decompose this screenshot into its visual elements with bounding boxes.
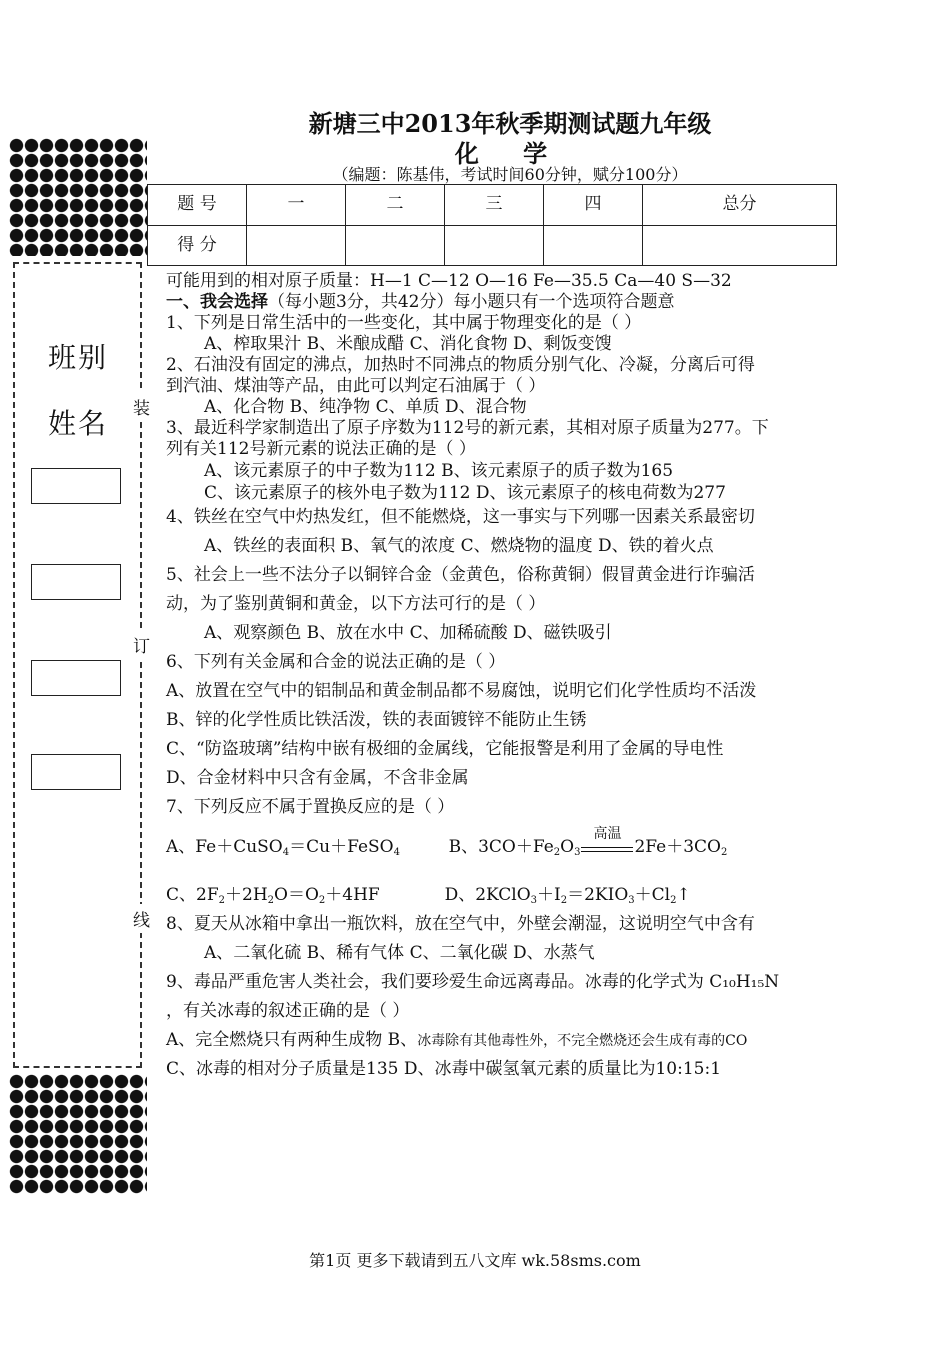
- score-input-cell[interactable]: [247, 225, 346, 266]
- score-table-header-row: [148, 185, 837, 226]
- question-3-options-cd: C、该元素原子的核外电子数为112 D、该元素原子的核电荷数为277: [204, 483, 726, 503]
- question-9-option-b: 冰毒除有其他毒性外，不完全燃烧还会生成有毒的CO: [417, 1033, 748, 1049]
- question-5-line-2: 动，为了鉴别黄铜和黄金，以下方法可行的是（ ）: [166, 594, 546, 614]
- atomic-masses: 可能用到的相对原子质量：H—1 C—12 O—16 Fe—35.5 Ca—40 S—32: [166, 271, 732, 291]
- question-2-line-1: 2、石油没有固定的沸点，加热时不同沸点的物质分别气化、冷凝，分离后可得: [166, 355, 755, 375]
- question-1-options: A、榨取果汁 B、米酿成醋 C、消化食物 D、剩饭变馊: [204, 334, 612, 354]
- question-3-line-1: 3、最近科学家制造出了原子序数为112号的新元素，其相对原子质量为277。下: [166, 418, 769, 438]
- section-1-note: （每小题3分，共42分）每小题只有一个选项符合题意: [268, 292, 675, 312]
- score-cell: 得 分: [148, 225, 247, 266]
- question-9-line-2: ，有关冰毒的叙述正确的是（ ）: [166, 1001, 410, 1021]
- name-label: 姓名: [48, 407, 109, 440]
- class-label: 班别: [48, 341, 109, 374]
- page-footer: 第1页 更多下载请到五八文库 wk.58sms.com: [309, 1251, 641, 1270]
- score-input-cell[interactable]: [643, 225, 837, 266]
- name-input-box[interactable]: [31, 564, 121, 600]
- question-8-options: A、二氧化硫 B、稀有气体 C、二氧化碳 D、水蒸气: [204, 943, 595, 963]
- seat-input-box[interactable]: [31, 754, 121, 790]
- score-cell: 三: [445, 185, 544, 226]
- question-6-option-c: C、“防盗玻璃”结构中嵌有极细的金属线，它能报警是利用了金属的导电性: [166, 739, 724, 759]
- question-6-option-d: D、合金材料中只含有金属，不含非金属: [166, 768, 469, 788]
- score-cell: 总分: [643, 185, 837, 226]
- author-line: （编题：陈基伟，考试时间60分钟，赋分100分）: [332, 165, 688, 184]
- question-5-options: A、观察颜色 B、放在水中 C、加稀硫酸 D、磁铁吸引: [204, 623, 612, 643]
- score-cell: 题 号: [148, 185, 247, 226]
- bottom-dot-pattern: [9, 1074, 147, 1194]
- question-6-option-a: A、放置在空气中的铝制品和黄金制品都不易腐蚀，说明它们化学性质均不活泼: [166, 681, 757, 701]
- score-table: [147, 184, 837, 266]
- reaction-condition-label: 高温: [593, 826, 622, 842]
- reaction-condition: [581, 826, 633, 852]
- subject-title: 化 学: [454, 139, 566, 168]
- question-8: 8、夏天从冰箱中拿出一瓶饮料，放在空气中，外壁会潮湿，这说明空气中含有: [166, 914, 755, 934]
- question-4-options: A、铁丝的表面积 B、氧气的浓度 C、燃烧物的温度 D、铁的着火点: [204, 536, 714, 556]
- binding-mark-1: 装: [133, 392, 150, 421]
- question-9-options-ab: [166, 1025, 747, 1050]
- score-input-cell[interactable]: [346, 225, 445, 266]
- question-7-options-cd: C、$2F_2+2H_2O=O_2+4HF$ D、$2KClO_3+I_2=2KIO_3+Cl_2↑$: [166, 885, 691, 906]
- question-3-line-2: 列有关112号新元素的说法正确的是（ ）: [166, 439, 476, 459]
- question-7-options-ab: A、Fe＋CuSO$_4$＝Cu＋FeSO$_4$ B、$3CO+Fe_2O_3$ 高温 $2Fe+3CO_2$: [166, 832, 727, 857]
- score-cell: 二: [346, 185, 445, 226]
- question-3-options-ab: A、该元素原子的中子数为112 B、该元素原子的质子数为165: [204, 461, 674, 481]
- question-6-option-b: B、锌的化学性质比铁活泼，铁的表面镀锌不能防止生锈: [166, 710, 587, 730]
- question-5-line-1: 5、社会上一些不法分子以铜锌合金（金黄色，俗称黄铜）假冒黄金进行诈骗活: [166, 565, 755, 585]
- question-9-line-1: 9、毒品严重危害人类社会，我们要珍爱生命远离毒品。冰毒的化学式为 C₁₀H₁₅N: [166, 972, 780, 992]
- question-1: 1、下列是日常生活中的一些变化，其中属于物理变化的是（ ）: [166, 313, 642, 333]
- question-2-line-2: 到汽油、煤油等产品，由此可以判定石油属于（ ）: [166, 376, 546, 396]
- question-6: 6、下列有关金属和合金的说法正确的是（ ）: [166, 652, 506, 672]
- section-1-title: 一、我会选择: [166, 292, 268, 312]
- question-4: 4、铁丝在空气中灼热发红，但不能燃烧，这一事实与下列哪一因素关系最密切: [166, 507, 755, 527]
- score-table-score-row: [148, 225, 837, 266]
- top-dot-pattern: [9, 138, 147, 256]
- score-cell: 一: [247, 185, 346, 226]
- class-input-box[interactable]: [31, 468, 121, 504]
- score-input-cell[interactable]: [445, 225, 544, 266]
- binding-mark-3: 线: [133, 904, 150, 933]
- question-2-options: A、化合物 B、纯净物 C、单质 D、混合物: [204, 397, 527, 417]
- score-cell: 四: [544, 185, 643, 226]
- question-7: 7、下列反应不属于置换反应的是（ ）: [166, 797, 455, 817]
- question-9-options-cd: C、冰毒的相对分子质量是135 D、冰毒中碳氢氧元素的质量比为10:15:1: [166, 1059, 722, 1079]
- binding-mark-2: 订: [133, 630, 150, 659]
- number-input-box[interactable]: [31, 660, 121, 696]
- question-9-option-a: A、完全燃烧只有两种生成物 B、: [166, 1030, 418, 1050]
- score-input-cell[interactable]: [544, 225, 643, 266]
- page-title: 新塘三中2013年秋季期测试题九年级: [308, 109, 712, 138]
